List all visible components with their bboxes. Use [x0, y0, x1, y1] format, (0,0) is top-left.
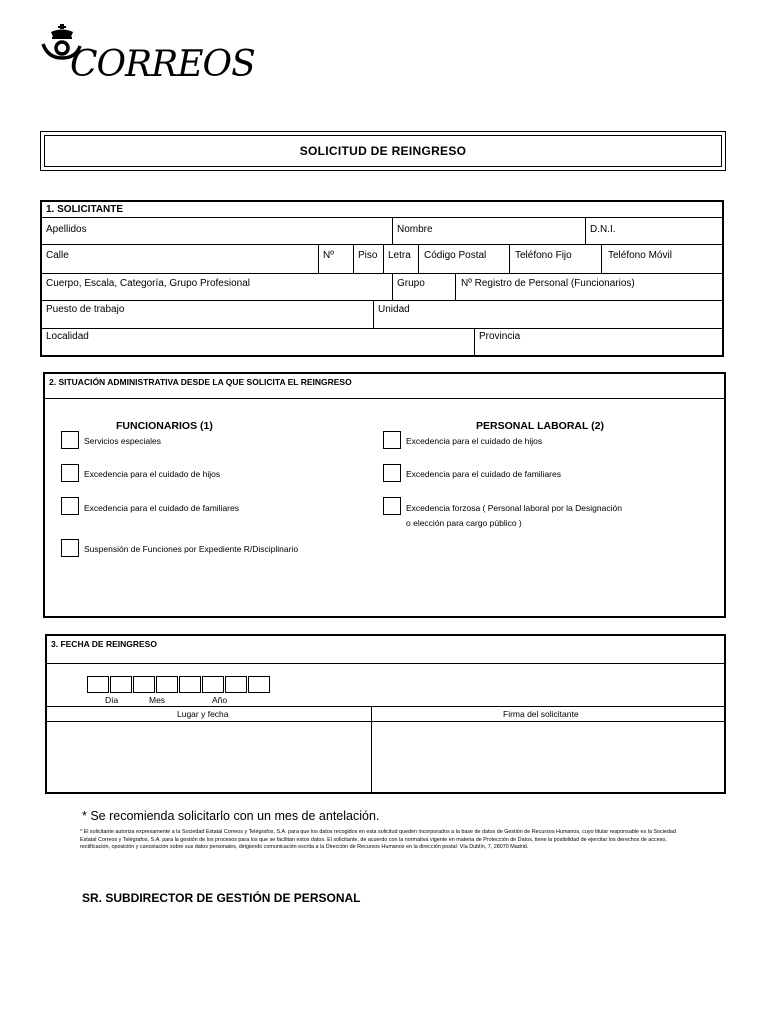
- firma-label: Firma del solicitante: [503, 709, 579, 719]
- unidad-field[interactable]: Unidad: [378, 304, 410, 315]
- checkbox-lab-cuidado-familiares[interactable]: [383, 464, 401, 482]
- funcionarios-heading: FUNCIONARIOS (1): [116, 420, 213, 432]
- ano-digit-3[interactable]: [225, 676, 247, 693]
- section-situacion: [43, 372, 726, 618]
- recommendation-note: * Se recomienda solicitarlo con un mes de antelación.: [82, 809, 380, 823]
- piso-field[interactable]: Piso: [358, 250, 378, 261]
- telefono-fijo-field[interactable]: Teléfono Fijo: [515, 250, 572, 261]
- apellidos-field[interactable]: Apellidos: [46, 224, 87, 235]
- option-suspension-funciones: Suspensión de Funciones por Expediente R/Disciplinario: [84, 544, 299, 554]
- legal-notice: * El solicitante autoriza expresamente a la Sociedad Estatal Correos y Telégrafos, S.A. para que los datos recogidos en esta solicitud queden incorporados a la base de datos de Gestión de Recursos Humanos, cuyo titular responsable es la Sociedad Estatal Correos y Telégrafos, S.A. para la gestión de los procesos para los que se facilitan estos datos. El solicitante, de acuerdo con la normativa vigente en materia de Protección de Datos, tiene la posibilidad de ejercitar los derechos de acceso, rectificación, oposición y cancelación sobre sus datos personales, dirigiendo comunicación escrita a la Dirección de Recursos Humanos en la dirección postal: Vía Dublín, 7, 28070 Madrid.: [80, 829, 676, 850]
- calle-field[interactable]: Calle: [46, 250, 69, 261]
- mes-label: Mes: [149, 695, 166, 705]
- section-1-title: 1. SOLICITANTE: [46, 204, 124, 215]
- logo-text: CORREOS: [70, 44, 255, 85]
- checkbox-servicios-especiales[interactable]: [61, 431, 79, 449]
- checkbox-func-cuidado-familiares[interactable]: [61, 497, 79, 515]
- cuerpo-field[interactable]: Cuerpo, Escala, Categoría, Grupo Profesional: [46, 278, 250, 289]
- title-box: [40, 131, 726, 171]
- checkbox-excedencia-forzosa[interactable]: [383, 497, 401, 515]
- registro-personal-field[interactable]: Nº Registro de Personal (Funcionarios): [461, 278, 635, 289]
- dia-digit-2[interactable]: [110, 676, 132, 693]
- localidad-field[interactable]: Localidad: [46, 331, 89, 342]
- ano-digit-1[interactable]: [179, 676, 201, 693]
- nombre-field[interactable]: Nombre: [397, 224, 433, 235]
- firma-field[interactable]: [372, 722, 724, 792]
- codigo-postal-field[interactable]: Código Postal: [424, 250, 487, 261]
- laboral-heading: PERSONAL LABORAL (2): [476, 420, 604, 432]
- ano-label: Año: [212, 695, 228, 705]
- dni-field[interactable]: D.N.I.: [590, 224, 616, 235]
- mes-digit-2[interactable]: [156, 676, 178, 693]
- checkbox-func-cuidado-hijos[interactable]: [61, 464, 79, 482]
- addressee: SR. SUBDIRECTOR DE GESTIÓN DE PERSONAL: [82, 891, 361, 905]
- checkbox-lab-cuidado-hijos[interactable]: [383, 431, 401, 449]
- ano-digit-2[interactable]: [202, 676, 224, 693]
- letra-field[interactable]: Letra: [388, 250, 411, 261]
- checkbox-suspension-funciones[interactable]: [61, 539, 79, 557]
- grupo-field[interactable]: Grupo: [397, 278, 425, 289]
- section-2-title: 2. SITUACIÓN ADMINISTRATIVA DESDE LA QUE SOLICITA EL REINGRESO: [49, 377, 352, 387]
- numero-field[interactable]: Nº: [323, 250, 334, 261]
- crown-icon: [51, 24, 73, 39]
- telefono-movil-field[interactable]: Teléfono Móvil: [608, 250, 672, 261]
- page-title: SOLICITUD DE REINGRESO: [44, 135, 722, 167]
- mes-digit-1[interactable]: [133, 676, 155, 693]
- option-func-cuidado-hijos: Excedencia para el cuidado de hijos: [84, 469, 221, 479]
- option-excedencia-forzosa: Excedencia forzosa ( Personal laboral por la Designación: [406, 503, 622, 513]
- option-excedencia-forzosa-cont: o elección para cargo público ): [406, 518, 522, 528]
- ano-digit-4[interactable]: [248, 676, 270, 693]
- lugar-fecha-label: Lugar y fecha: [177, 709, 229, 719]
- dia-label: Día: [105, 695, 119, 705]
- lugar-fecha-field[interactable]: [47, 722, 370, 792]
- dia-digit-1[interactable]: [87, 676, 109, 693]
- option-lab-cuidado-hijos: Excedencia para el cuidado de hijos: [406, 436, 543, 446]
- option-servicios-especiales: Servicios especiales: [84, 436, 162, 446]
- option-lab-cuidado-familiares: Excedencia para el cuidado de familiares: [406, 469, 561, 479]
- provincia-field[interactable]: Provincia: [479, 331, 521, 342]
- option-func-cuidado-familiares: Excedencia para el cuidado de familiares: [84, 503, 239, 513]
- section-3-title: 3. FECHA DE REINGRESO: [51, 639, 157, 649]
- puesto-field[interactable]: Puesto de trabajo: [46, 304, 125, 315]
